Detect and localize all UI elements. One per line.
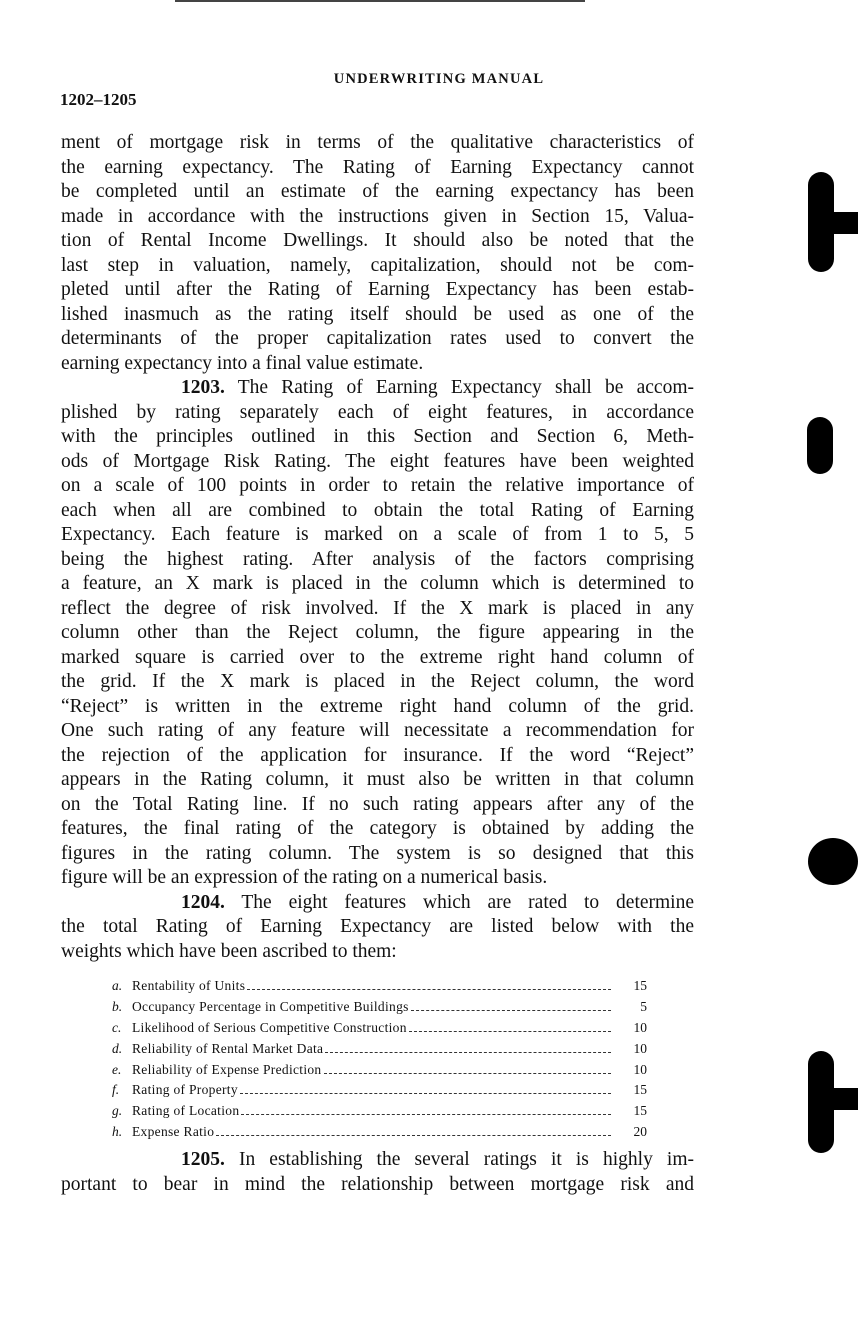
item-weight: 20 <box>633 1124 647 1140</box>
leader-dashes <box>247 989 611 990</box>
list-item <box>112 976 647 997</box>
item-weight: 5 <box>640 998 647 1014</box>
running-header-title: UNDERWRITING MANUAL <box>333 71 545 87</box>
leader-dashes <box>216 1135 611 1136</box>
item-label: Occupancy Percentage in Competitive Buildings <box>132 998 409 1014</box>
body-line: marked square is carried over to the extreme right hand column of <box>61 646 694 668</box>
paragraph-text: The eight features which are rated to determine <box>241 891 694 913</box>
body-line: be completed until an estimate of the earning expectancy has been <box>61 181 694 202</box>
body-line: lished inasmuch as the rating itself should be used as one of the <box>61 303 694 325</box>
binder-hole <box>807 417 833 474</box>
leader-dashes <box>324 1073 612 1074</box>
list-item <box>112 1080 647 1101</box>
item-letter: h. <box>112 1124 123 1140</box>
list-item <box>112 1101 647 1122</box>
paragraph-1204-first-line <box>61 891 694 916</box>
body-line: tion of Rental Income Dwellings. It should also be noted that the <box>61 230 694 251</box>
item-label: Expense Ratio <box>132 1124 215 1140</box>
top-rule <box>175 0 585 2</box>
body-line: earning expectancy into a final value estimate. <box>61 352 424 374</box>
leader-dashes <box>325 1052 611 1053</box>
body-line: determinants of the proper capitalization rates used to convert the <box>61 328 694 349</box>
body-line: features, the final rating of the category is obtained by adding the <box>61 818 694 839</box>
item-letter: c. <box>112 1019 122 1035</box>
body-line: the total Rating of Earning Expectancy are listed below with the <box>61 916 694 937</box>
item-label: Reliability of Rental Market Data <box>132 1040 324 1056</box>
body-line: “Reject” is written in the extreme right hand column of the grid. <box>61 695 694 717</box>
section-number-1205: 1205. <box>181 1149 225 1170</box>
body-line: a feature, an X mark is placed in the column which is determined to <box>61 573 694 594</box>
paragraph-1203-first-line <box>61 376 694 401</box>
item-weight: 10 <box>633 1061 647 1077</box>
item-label: Likelihood of Serious Competitive Construction <box>132 1019 407 1035</box>
paragraph-1205 <box>61 1148 694 1197</box>
item-letter: e. <box>112 1061 122 1077</box>
body-line: weights which have been ascribed to them: <box>61 940 397 962</box>
page-body <box>61 131 694 964</box>
paragraph-text: In establishing the several ratings it is highly im- <box>238 1149 694 1170</box>
body-line: One such rating of any feature will necessitate a recommendation for <box>61 720 694 741</box>
item-label: Rating of Location <box>132 1103 240 1119</box>
body-line: with the principles outlined in this Section and Section 6, Meth- <box>61 426 694 447</box>
body-line: ods of Mortgage Risk Rating. The eight features have been weighted <box>61 450 694 472</box>
list-item <box>112 1060 647 1081</box>
body-line: on the Total Rating line. If no such rating appears after any of the <box>61 793 694 815</box>
list-item <box>112 997 647 1018</box>
leader-dashes <box>411 1010 611 1011</box>
item-weight: 15 <box>633 1103 647 1119</box>
body-line: the rejection of the application for insurance. If the word “Reject” <box>61 744 694 766</box>
body-line: ment of mortgage risk in terms of the qualitative characteristics of <box>61 132 694 153</box>
features-weights-list <box>112 976 647 1143</box>
list-item <box>112 1039 647 1060</box>
list-item <box>112 1122 647 1143</box>
list-item <box>112 1018 647 1039</box>
body-line: made in accordance with the instructions given in Section 15, Valua- <box>61 205 694 227</box>
section-range: 1202–1205 <box>60 90 137 109</box>
item-weight: 10 <box>633 1040 647 1056</box>
paragraph-1205-first-line <box>61 1148 694 1173</box>
binder-hole <box>808 838 858 885</box>
body-line: pleted until after the Rating of Earning Expectancy has been estab- <box>61 279 694 300</box>
body-line: each when all are combined to obtain the total Rating of Earning <box>61 499 694 521</box>
body-line: Expectancy. Each feature is marked on a scale of from 1 to 5, 5 <box>61 524 694 545</box>
item-letter: a. <box>112 978 123 993</box>
leader-dashes <box>241 1114 611 1115</box>
body-line: plished by rating separately each of eight features, in accordance <box>61 401 694 423</box>
leader-dashes <box>409 1031 611 1032</box>
item-weight: 15 <box>633 978 647 993</box>
section-number-1203: 1203. <box>181 377 225 398</box>
body-line: appears in the Rating column, it must also be written in that column <box>61 769 694 790</box>
item-label: Reliability of Expense Prediction <box>132 1061 322 1077</box>
item-label: Rating of Property <box>132 1082 238 1098</box>
leader-dashes <box>240 1093 611 1094</box>
body-line: last step in valuation, namely, capitalization, should not be com- <box>61 254 694 276</box>
item-weight: 15 <box>633 1082 647 1098</box>
body-line: the grid. If the X mark is placed in the Reject column, the word <box>61 671 694 692</box>
section-number-1204: 1204. <box>181 891 225 913</box>
item-letter: f. <box>112 1082 120 1098</box>
binder-hole-tab <box>830 212 858 234</box>
body-line: column other than the Reject column, the figure appearing in the <box>61 622 694 643</box>
body-line: figure will be an expression of the rating on a numerical basis. <box>61 867 548 888</box>
body-line: portant to bear in mind the relationship between mortgage risk and <box>61 1173 694 1195</box>
body-line: being the highest rating. After analysis of the factors comprising <box>61 548 694 570</box>
body-line: figures in the rating column. The system is so designed that this <box>61 842 694 864</box>
item-letter: b. <box>112 998 123 1014</box>
body-line: the earning expectancy. The Rating of Earning Expectancy cannot <box>61 156 694 178</box>
item-label: Rentability of Units <box>132 978 246 993</box>
item-weight: 10 <box>633 1019 647 1035</box>
binder-hole-tab <box>830 1088 858 1110</box>
body-line: reflect the degree of risk involved. If the X mark is placed in any <box>61 597 694 619</box>
paragraph-text: The Rating of Earning Expectancy shall be accom- <box>237 377 694 398</box>
item-letter: g. <box>112 1103 123 1119</box>
item-letter: d. <box>112 1040 123 1056</box>
body-line: on a scale of 100 points in order to retain the relative importance of <box>61 475 694 496</box>
